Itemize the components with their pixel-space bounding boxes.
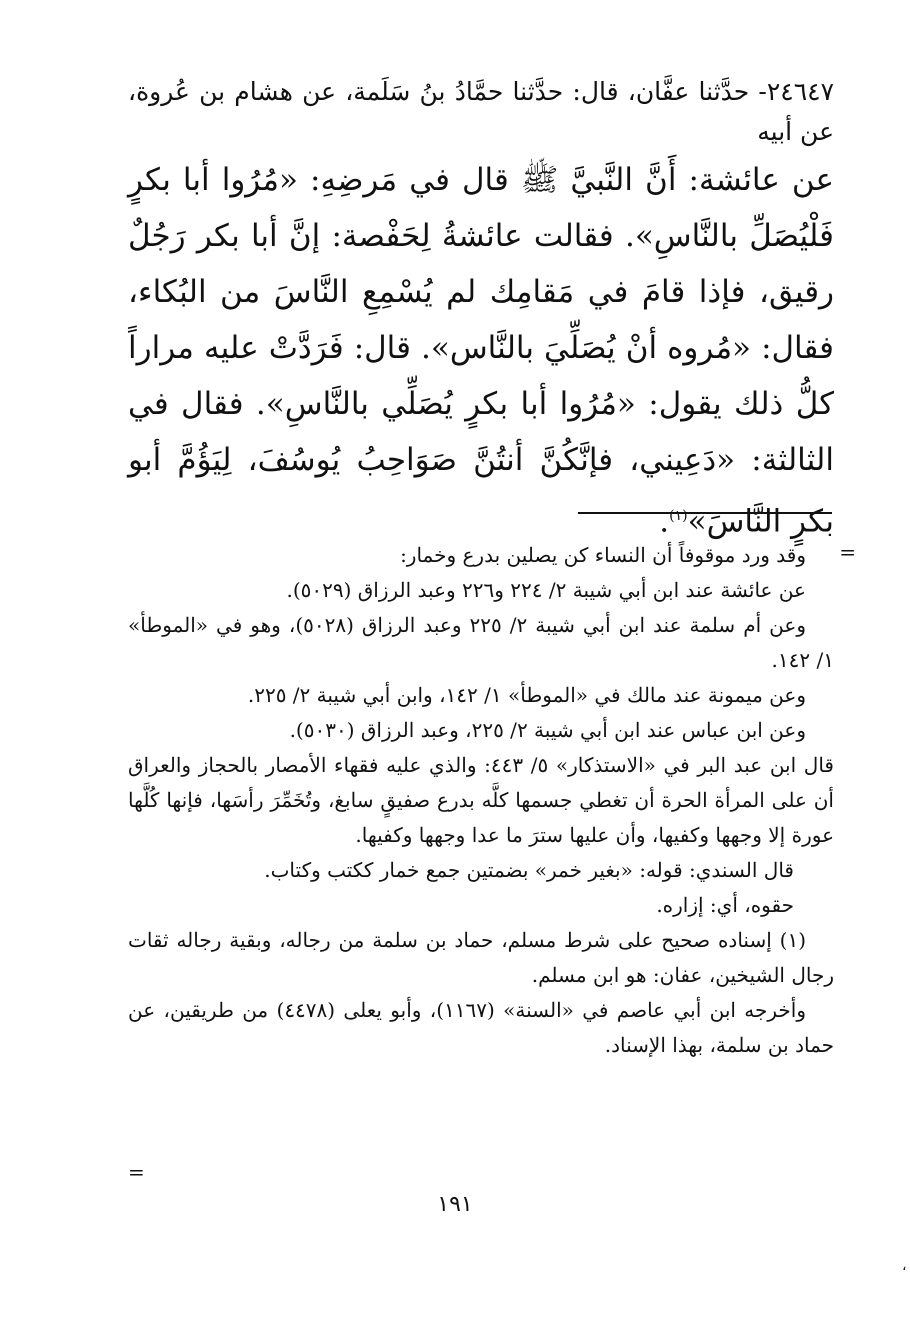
- continuation-mark-bottom: =: [128, 1160, 145, 1184]
- footnote-line: وعن أم سلمة عند ابن أبي شيبة ٢/ ٢٢٥ وعبد الرزاق (٥٠٢٨)، وهو في «الموطأ» ١/ ١٤٢.: [128, 613, 834, 672]
- footnote-line: حقوه، أي: إزاره.: [656, 893, 794, 917]
- footnote-line: قال ابن عبد البر في «الاستذكار» ٥/ ٤٤٣: والذي عليه فقهاء الأمصار بالحجاز والعراق أن على المرأة الحرة أن تغطي جسمها كلَّه بدرع صفيقٍ سابغ، وتُخَمِّرَ رأسَها، فإنها كُلَّها عورة إلا وجهها وكفيها، وأن عليها سترَ ما عدا وجهها وكفيها.: [128, 753, 834, 847]
- page-number: ١٩١: [437, 1192, 473, 1217]
- continuation-mark-top: =: [839, 540, 856, 564]
- footnotes: [128, 538, 834, 1063]
- footnote-line: عن عائشة عند ابن أبي شيبة ٢/ ٢٢٤ و٢٢٦ وعبد الرزاق (٥٠٢٩).: [286, 578, 806, 602]
- footnote-line: وأخرجه ابن أبي عاصم في «السنة» (١١٦٧)، وأبو يعلى (٤٤٧٨) من طريقين، عن حماد بن سلمة، بهذا الإسناد.: [128, 998, 834, 1057]
- hadith-end: .: [659, 503, 670, 540]
- footnote-line: وعن ميمونة عند مالك في «الموطأ» ١/ ١٤٢، وابن أبي شيبة ٢/ ٢٢٥.: [247, 683, 806, 707]
- footnote-reference: (١): [669, 508, 688, 524]
- hadith-matn: عن عائشة: أَنَّ النَّبيَّ ﷺ قال في مَرضِهِ: «مُرُوا أبا بكرٍ فَلْيُصَلِّ بالنَّاسِ». فقالت عائشةُ لِحَفْصة: إنَّ أبا بكر رَجُلٌ رقيق، فإذا قامَ في مَقامِك لم يُسْمِعِ النَّاسَ من البُكاء، فقال: «مُروه أنْ يُصَلِّيَ بالنَّاس». قال: فَرَدَّتْ عليه مراراً كلُّ ذلك يقول: «مُرُوا أبا بكرٍ يُصَلِّي بالنَّاسِ». فقال في الثالثة: «دَعِيني، فإنَّكُنَّ أنتُنَّ صَوَاحِبُ يُوسُفَ، لِيَؤُمَّ أبو بكرٍ النَّاسَ»: [128, 162, 834, 540]
- hadith-text: [128, 72, 834, 549]
- hadith-chain: ٢٤٦٤٧- حدَّثنا عفَّان، قال: حدَّثنا حمَّادُ بنُ سَلَمة، عن هشام بن عُروة، عن أبيه: [128, 77, 834, 146]
- footnote-line: قال السندي: قوله: «بغير خمر» بضمتين جمع خمار ككتب وكتاب.: [264, 858, 794, 882]
- footnote-line: وقد ورد موقوفاً أن النساء كن يصلين بدرع وخمار:: [400, 543, 806, 567]
- footnote-separator: [578, 512, 832, 514]
- footnote-1: (١) إسناده صحيح على شرط مسلم، حماد بن سلمة من رجاله، وبقية رجاله ثقات رجال الشيخين، عفان: هو ابن مسلم.: [128, 928, 834, 987]
- footnote-line: وعن ابن عباس عند ابن أبي شيبة ٢/ ٢٢٥، وعبد الرزاق (٥٠٣٠).: [289, 718, 806, 742]
- edge-mark: ،: [902, 1258, 907, 1274]
- hadith-body: [128, 152, 834, 549]
